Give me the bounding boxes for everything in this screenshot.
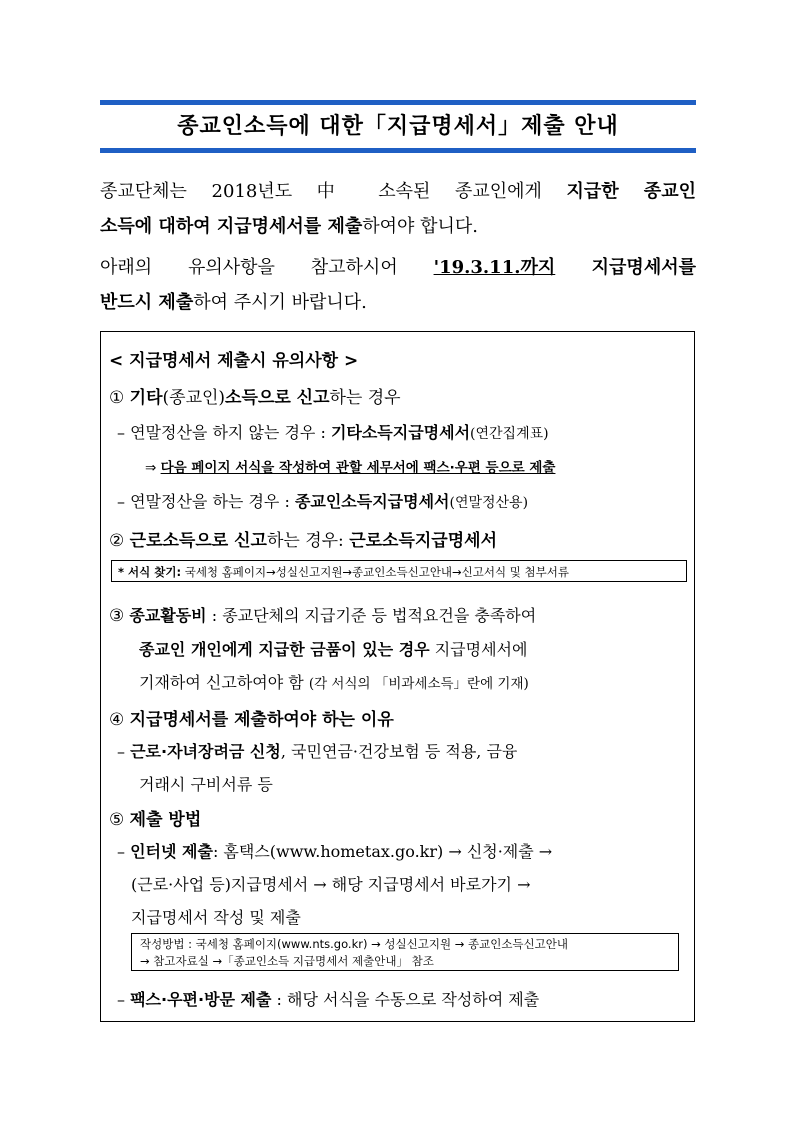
intro-paragraph-2: 아래의 유의사항을 참고하시어 '19.3.11.까지 지급명세서를 반드시 제출하여 주시기 바랍니다. xyxy=(100,257,696,313)
notice-heading: < 지급명세서 제출시 유의사항 > xyxy=(109,351,359,371)
deadline-date: '19.3.11.까지 xyxy=(433,257,556,278)
section-4-line-1: – 근로·자녀장려금 신청, 국민연금·건강보험 등 적용, 금융 xyxy=(117,742,518,761)
intro-paragraph-1: 종교단체는 2018년도 中 소속된 종교인에게 지급한 종교인 소득에 대하여 지급명세서를 제출하여야 합니다. xyxy=(100,181,696,237)
how-to-write-reference: 작성방법 : 국세청 홈페이지(www.nts.go.kr) → 성실신고지원 → 종교인소득신고안내 → 참고자료실 →「종교인소득 지급명세서 제출안내」 참조 xyxy=(131,933,679,971)
section-1-title: ① 기타(종교인)소득으로 신고하는 경우 xyxy=(109,388,401,408)
section-1-arrow-note: ⇒ 다음 페이지 서식을 작성하여 관할 세무서에 팩스·우편 등으로 제출 xyxy=(145,460,556,476)
section-5-line-4: – 팩스·우편·방문 제출 : 해당 서식을 수동으로 작성하여 제출 xyxy=(117,990,540,1009)
title-rule-bottom xyxy=(100,148,696,153)
form-location-reference: * 서식 찾기: 국세청 홈페이지→성실신고지원→종교인소득신고안내→신고서식 및 첨부서류 xyxy=(111,560,687,582)
section-2-title: ② 근로소득으로 신고하는 경우: 근로소득지급명세서 xyxy=(109,531,497,551)
section-1-bullet-2: – 연말정산을 하는 경우 : 종교인소득지급명세서(연말정산용) xyxy=(117,492,529,511)
section-1-bullet-1: – 연말정산을 하지 않는 경우 : 기타소득지급명세서(연간집계표) xyxy=(117,423,549,442)
notice-box xyxy=(100,331,695,1022)
section-5-line-2: (근로·사업 등)지급명세서 → 해당 지급명세서 바로가기 → xyxy=(131,875,531,894)
section-4-title: ④ 지급명세서를 제출하여야 하는 이유 xyxy=(109,710,394,730)
section-5-line-1: – 인터넷 제출: 홈택스(www.hometax.go.kr) → 신청·제출 → xyxy=(117,842,553,861)
section-5-title: ⑤ 제출 방법 xyxy=(109,810,202,830)
section-3-line-2: 종교인 개인에게 지급한 금품이 있는 경우 지급명세서에 xyxy=(139,640,528,659)
section-4-line-2: 거래시 구비서류 등 xyxy=(139,775,273,794)
page-title: 종교인소득에 대한「지급명세서」제출 안내 xyxy=(177,114,619,139)
section-5-line-3: 지급명세서 작성 및 제출 xyxy=(131,908,301,927)
title-rule-top xyxy=(100,100,696,105)
section-3-line-1: ③ 종교활동비 : 종교단체의 지급기준 등 법적요건을 충족하여 xyxy=(109,606,537,626)
section-3-line-3: 기재하여 신고하여야 함 (각 서식의 「비과세소득」란에 기재) xyxy=(139,673,529,692)
